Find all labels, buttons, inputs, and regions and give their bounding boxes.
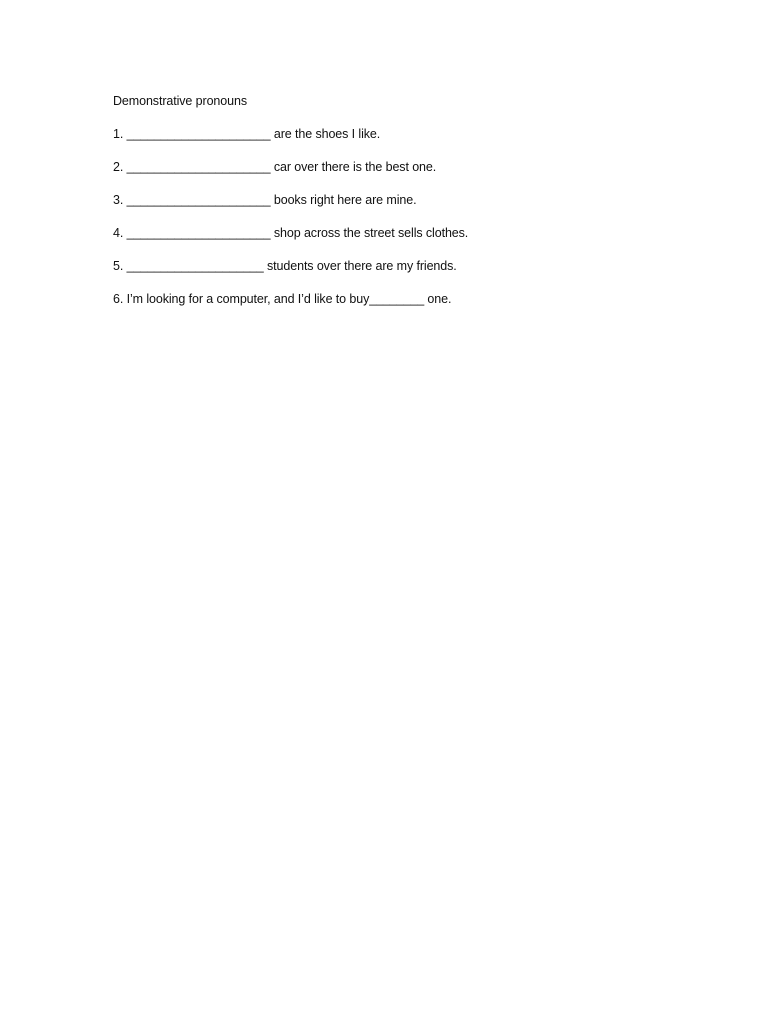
worksheet [113,93,673,324]
exercise-item-1: 1. _____________________ are the shoes I like. [113,127,381,141]
worksheet-title: Demonstrative pronouns [113,94,247,108]
exercise-item-5: 5. ____________________ students over there are my friends. [113,259,457,273]
exercise-item-3: 3. _____________________ books right here are mine. [113,193,417,207]
exercise-item-2: 2. _____________________ car over there is the best one. [113,160,437,174]
exercise-item-6: 6. I’m looking for a computer, and I’d like to buy________ one. [113,292,452,306]
exercise-item-4: 4. _____________________ shop across the street sells clothes. [113,226,469,240]
